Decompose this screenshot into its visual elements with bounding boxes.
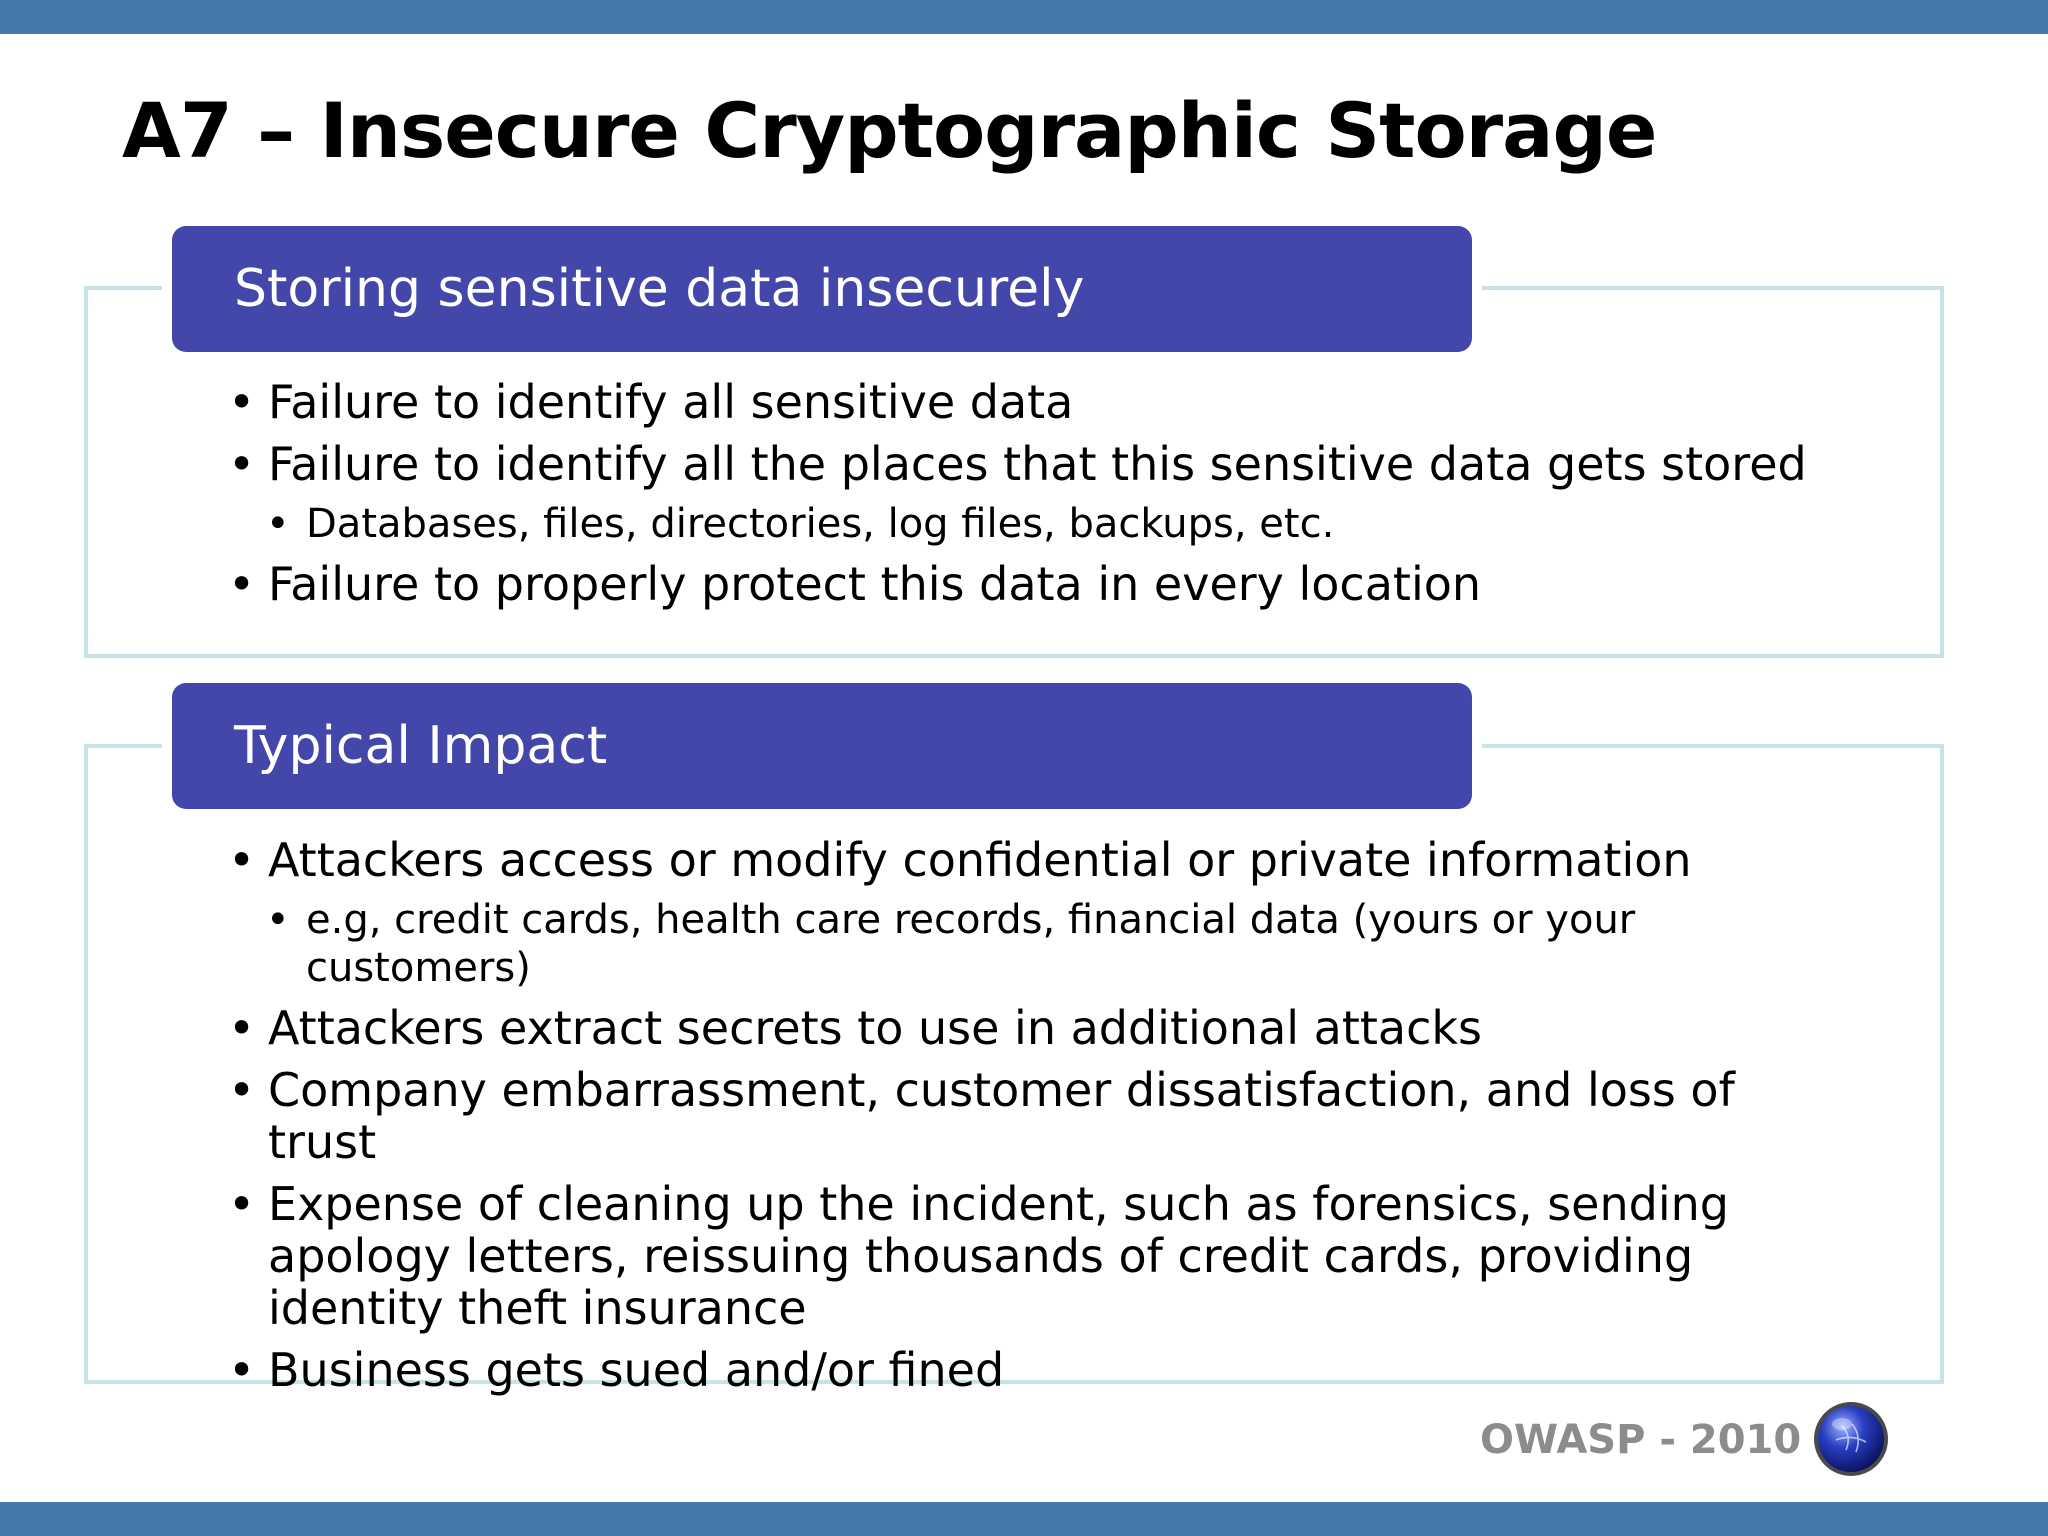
section-storing-bullets <box>228 376 1828 620</box>
bottom-bar <box>0 1502 2048 1536</box>
sub-bullet-item: • Databases, files, directories, log files, backups, etc. <box>266 500 1828 548</box>
sub-bullet-item: • e.g, credit cards, health care records, financial data (yours or your customers) <box>266 896 1828 992</box>
top-bar <box>0 0 2048 34</box>
bullet-item: • Attackers extract secrets to use in additional attacks <box>228 1002 1828 1054</box>
section-impact-header: Typical Impact <box>172 683 1472 809</box>
bullet-item: • Failure to properly protect this data in every location <box>228 558 1828 610</box>
owasp-globe-icon <box>1812 1400 1890 1478</box>
slide-title: A7 – Insecure Cryptographic Storage <box>122 86 1657 175</box>
section-impact-bullets <box>228 834 1828 1406</box>
section-storing-header: Storing sensitive data insecurely <box>172 226 1472 352</box>
bullet-item: • Business gets sued and/or fined <box>228 1344 1828 1396</box>
bullet-item: • Failure to identify all sensitive data <box>228 376 1828 428</box>
bullet-item: • Company embarrassment, customer dissatisfaction, and loss of trust <box>228 1064 1828 1168</box>
bullet-item: • Attackers access or modify confidential or private information <box>228 834 1828 886</box>
bullet-item: • Expense of cleaning up the incident, such as forensics, sending apology letters, reissuing thousands of credit cards, providing identity theft insurance <box>228 1178 1828 1334</box>
footer-owasp-label: OWASP - 2010 <box>1480 1417 1802 1463</box>
bullet-item: • Failure to identify all the places that this sensitive data gets stored <box>228 438 1828 490</box>
